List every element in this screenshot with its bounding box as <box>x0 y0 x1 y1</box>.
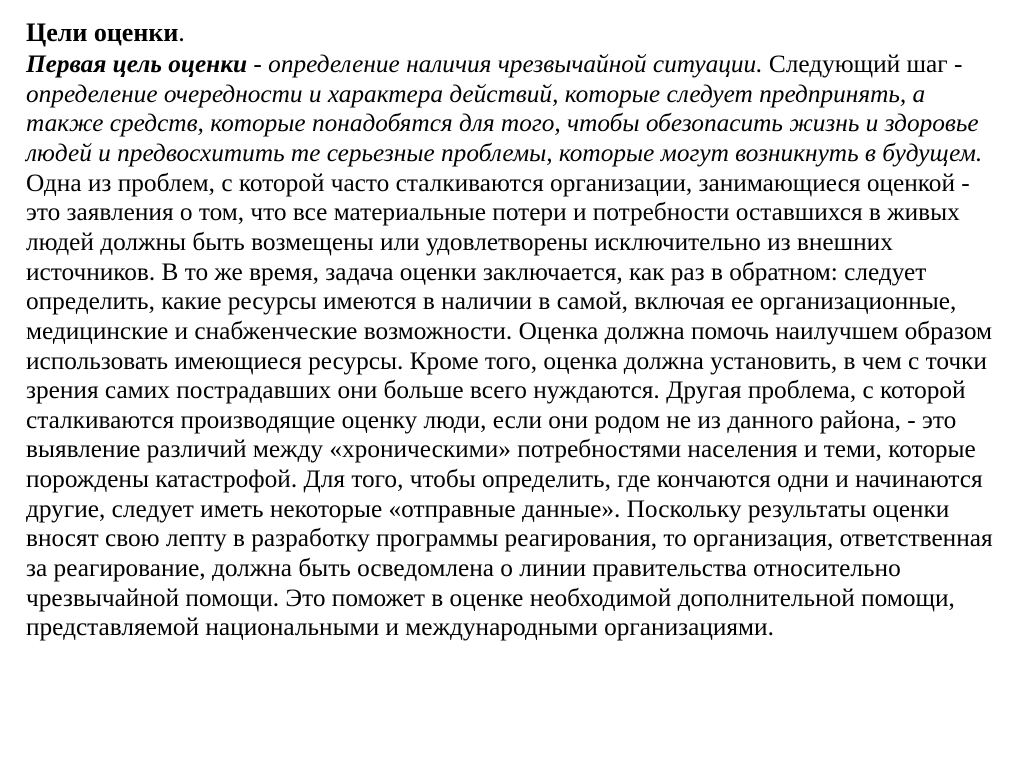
text-run: Следующий шаг - <box>768 50 963 79</box>
body-paragraph <box>26 50 996 643</box>
slide-title-period: . <box>178 18 185 47</box>
text-run: Первая цель оценки <box>26 50 248 79</box>
slide-title <box>26 18 996 48</box>
slide-title-text: Цели оценки <box>26 18 179 47</box>
text-run: - определение наличия чрезвычайной ситуации. <box>247 50 769 79</box>
text-run: определение очередности и характера действий, которые следует предпринять, а также средств, которые понадобятся для того, чтобы обезопасить жизнь и здоровье людей и предвосхитить те серьезные проблемы, которые могут возникнуть в будущем. <box>26 79 983 168</box>
text-run: Одна из проблем, с которой часто сталкиваются организации, занимающиеся оценкой - это заявления о том, что все материальные потери и потребности оставшихся в живых людей должны быть возмещены или удовлетворены исключительно из внешних источников. В то же время, задача оценки заключается, как раз в обратном: следует определить, какие ресурсы имеются в наличии в самой, включая ее организационные, медицинские и снабженческие возможности. Оценка должна помочь наилучшем образом использовать имеющиеся ресурсы. Кроме того, оценка должна установить, в чем с точки зрения самих пострадавших они больше всего нуждаются. Другая проблема, с которой сталкиваются производящие оценку люди, если они родом не из данного района, - это выявление различий между «хроническими» потребностями населения и теми, которые порождены катастрофой. Для того, чтобы определить, где кончаются одни и начинаются другие, следует иметь некоторые «отправные данные». Поскольку результаты оценки вносят свою лепту в разработку программы реагирования, то организация, ответственная за реагирование, должна быть осведомлена о линии правительства относительно чрезвычайной помощи. Это поможет в оценке необходимой дополнительной помощи, представляемой национальными и международными организациями. <box>26 168 993 642</box>
